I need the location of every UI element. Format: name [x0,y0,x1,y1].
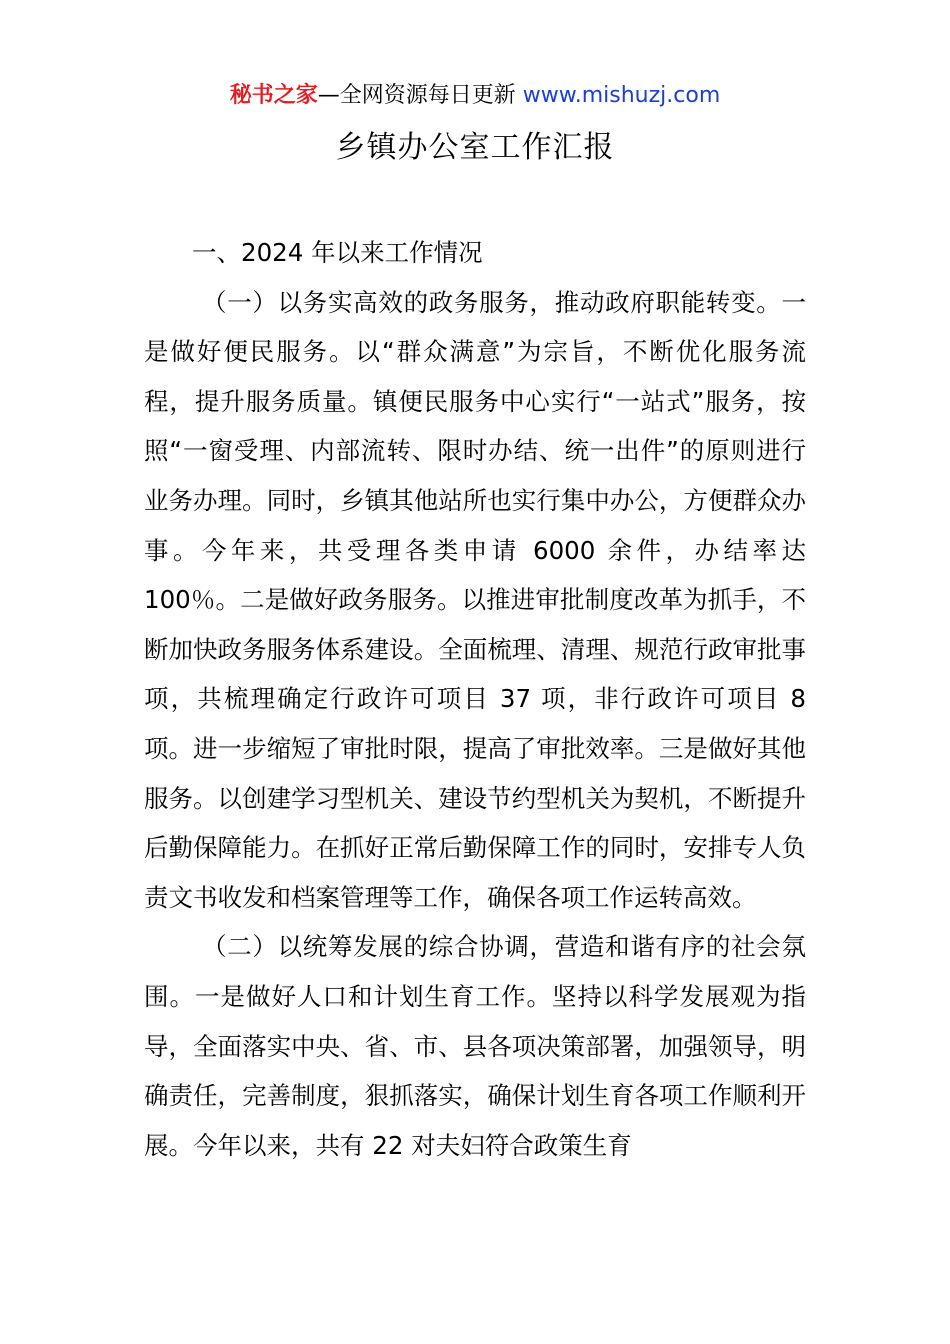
document-body [144,228,806,1170]
body-paragraph: （一）以务实高效的政务服务，推动政府职能转变。一是做好便民服务。以“群众满意”为宗旨，不断优化服务流程，提升服务质量。镇便民服务中心实行“一站式”服务，按照“一窗受理、内部流转、限时办结、统一出件”的原则进行业务办理。同时，乡镇其他站所也实行集中办公，方便群众办事。今年来，共受理各类申请 6000 余件，办结率达 100％。二是做好政务服务。以推进审批制度改革为抓手，不断加快政务服务体系建设。全面梳理、清理、规范行政审批事项，共梳理确定行政许可项目 37 项，非行政许可项目 8 项。进一步缩短了审批时限，提高了审批效率。三是做好其他服务。以创建学习型机关、建设节约型机关为契机，不断提升后勤保障能力。在抓好正常后勤保障工作的同时，安排专人负责文书收发和档案管理等工作，确保各项工作运转高效。 [144,287,806,912]
site-brand: 秘书之家 [229,83,318,108]
body-paragraph: （二）以统筹发展的综合协调，营造和谐有序的社会氛围。一是做好人口和计划生育工作。坚持以科学发展观为指导，全面落实中央、省、市、县各项决策部署，加强领导，明确责任，完善制度，狠抓落实，确保计划生育各项工作顺利开展。今年以来，共有 22 对夫妇符合政策生育 [144,932,806,1160]
site-tagline: —全网资源每日更新 [317,83,523,108]
site-url-link[interactable]: www.mishuzj.com [522,83,721,108]
document-title: 乡镇办公室工作汇报 [335,130,615,165]
site-header [0,82,950,110]
section-heading: 一、2024 年以来工作情况 [192,238,483,267]
